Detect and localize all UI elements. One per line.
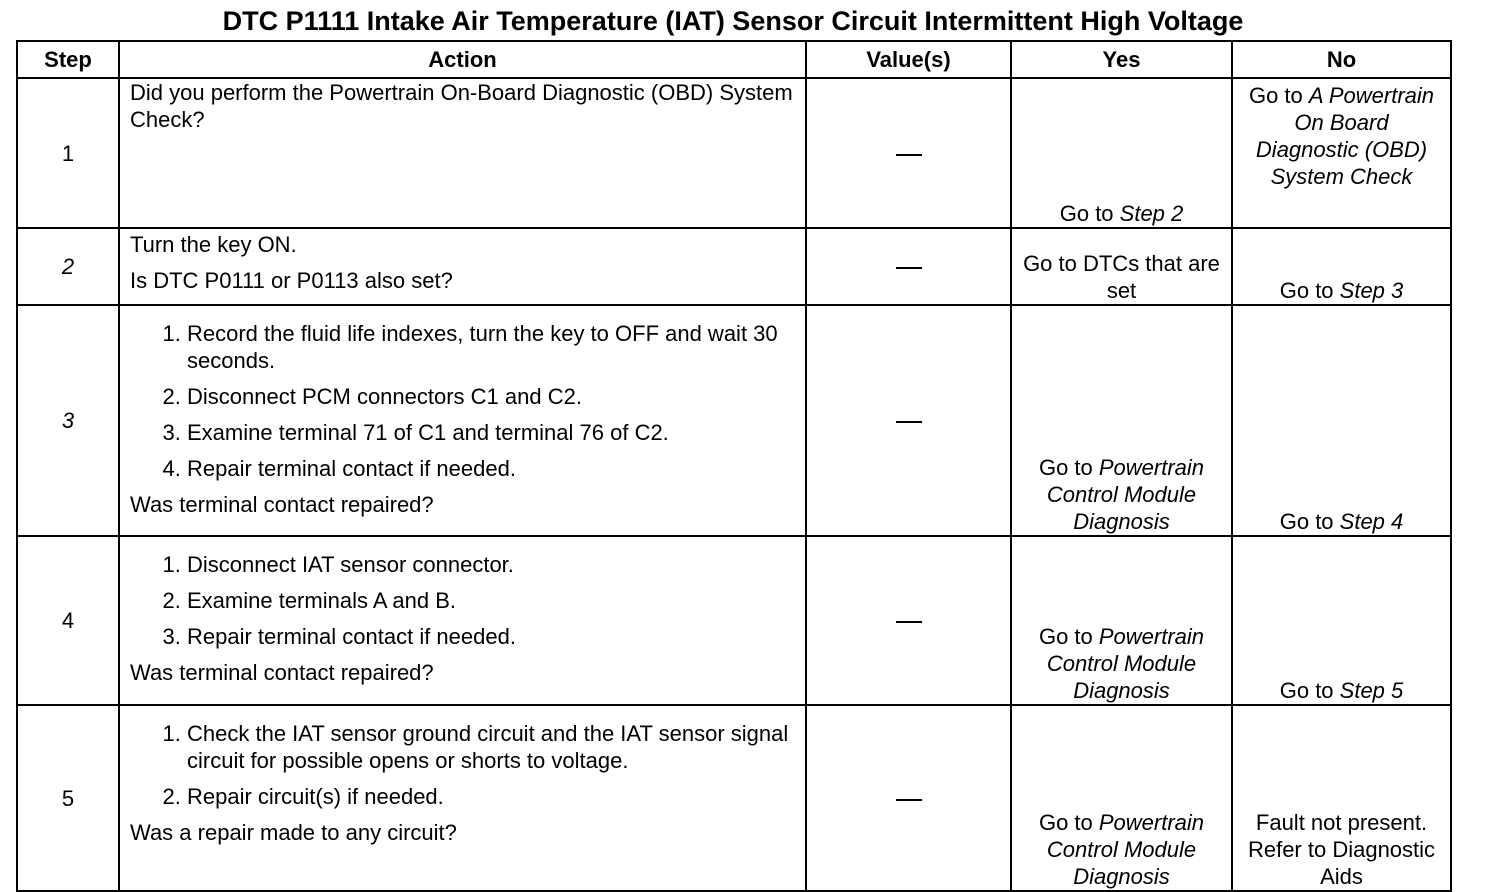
no-link[interactable]: Fault not present. Refer to Diagnostic Aids [1247, 810, 1436, 889]
yes-link[interactable]: Powertrain Control Module Diagnosis [1046, 455, 1205, 534]
list-item: 4. Repair terminal contact if needed. [187, 455, 795, 482]
value-dash [896, 621, 922, 623]
table-row [17, 305, 1451, 536]
header-row [17, 41, 1451, 78]
yes-link[interactable]: Powertrain Control Module Diagnosis [1046, 810, 1205, 889]
step-number: 4 [17, 536, 119, 705]
value-dash [896, 267, 922, 269]
no-cell [1232, 78, 1451, 228]
action-cell [119, 78, 806, 228]
yes-prefix: Go to [1038, 624, 1099, 649]
value-cell [806, 78, 1011, 228]
header-step: Step [17, 41, 119, 78]
action-steps-list [130, 551, 795, 650]
no-link[interactable]: A Powertrain On Board Diagnostic (OBD) System Check [1255, 83, 1435, 189]
yes-prefix: Go to [1059, 201, 1120, 226]
table-row [17, 705, 1451, 891]
action-question: Was a repair made to any circuit? [130, 820, 457, 845]
header-values: Value(s) [806, 41, 1011, 78]
yes-cell [1011, 705, 1232, 891]
table-row [17, 78, 1451, 228]
yes-link[interactable]: Go to DTCs that are set [1023, 251, 1220, 303]
step-number: 2 [17, 228, 119, 305]
no-prefix: Go to [1248, 83, 1309, 108]
yes-link[interactable]: Powertrain Control Module Diagnosis [1046, 624, 1205, 703]
step-number: 5 [17, 705, 119, 891]
yes-cell [1011, 78, 1232, 228]
value-dash [896, 799, 922, 801]
list-item: 1. Disconnect IAT sensor connector. [187, 551, 795, 578]
action-cell [119, 536, 806, 705]
value-cell [806, 705, 1011, 891]
list-item: 1. Check the IAT sensor ground circuit and the IAT sensor signal circuit for possible opens or shorts to voltage. [187, 720, 795, 774]
action-question: Was terminal contact repaired? [130, 492, 434, 517]
yes-prefix: Go to [1038, 455, 1099, 480]
no-cell [1232, 228, 1451, 305]
value-cell [806, 228, 1011, 305]
yes-cell [1011, 536, 1232, 705]
action-steps-list [130, 720, 795, 810]
header-no: No [1232, 41, 1451, 78]
no-prefix: Go to [1279, 509, 1340, 534]
table-row [17, 228, 1451, 305]
action-question: Was terminal contact repaired? [130, 660, 434, 685]
table-row [17, 536, 1451, 705]
diagnostic-table [16, 40, 1452, 892]
no-cell [1232, 705, 1451, 891]
action-question: Is DTC P0111 or P0113 also set? [130, 268, 453, 293]
action-cell [119, 705, 806, 891]
yes-prefix: Go to [1038, 810, 1099, 835]
value-cell [806, 305, 1011, 536]
action-cell [119, 228, 806, 305]
list-item: 3. Repair terminal contact if needed. [187, 623, 795, 650]
no-link[interactable]: Step 4 [1339, 509, 1404, 534]
action-instruction: Turn the key ON. [130, 232, 297, 257]
yes-link[interactable]: Step 2 [1119, 201, 1184, 226]
yes-cell [1011, 228, 1232, 305]
list-item: 2. Repair circuit(s) if needed. [187, 783, 795, 810]
page-title: DTC P1111 Intake Air Temperature (IAT) Sensor Circuit Intermittent High Voltage [222, 6, 1244, 36]
header-yes: Yes [1011, 41, 1232, 78]
value-dash [896, 421, 922, 423]
no-cell [1232, 536, 1451, 705]
list-item: 2. Disconnect PCM connectors C1 and C2. [187, 383, 795, 410]
action-cell [119, 305, 806, 536]
no-prefix: Go to [1279, 278, 1340, 303]
value-cell [806, 536, 1011, 705]
no-prefix: Go to [1279, 678, 1340, 703]
step-number: 1 [17, 78, 119, 228]
list-item: 1. Record the fluid life indexes, turn the key to OFF and wait 30 seconds. [187, 320, 795, 374]
list-item: 3. Examine terminal 71 of C1 and terminal 76 of C2. [187, 419, 795, 446]
step-number: 3 [17, 305, 119, 536]
value-dash [896, 154, 922, 156]
no-link[interactable]: Step 5 [1339, 678, 1404, 703]
no-link[interactable]: Step 3 [1339, 278, 1404, 303]
list-item: 2. Examine terminals A and B. [187, 587, 795, 614]
no-cell [1232, 305, 1451, 536]
yes-cell [1011, 305, 1232, 536]
action-question: Did you perform the Powertrain On-Board Diagnostic (OBD) System Check? [130, 80, 793, 132]
action-steps-list [130, 320, 795, 482]
header-action: Action [119, 41, 806, 78]
